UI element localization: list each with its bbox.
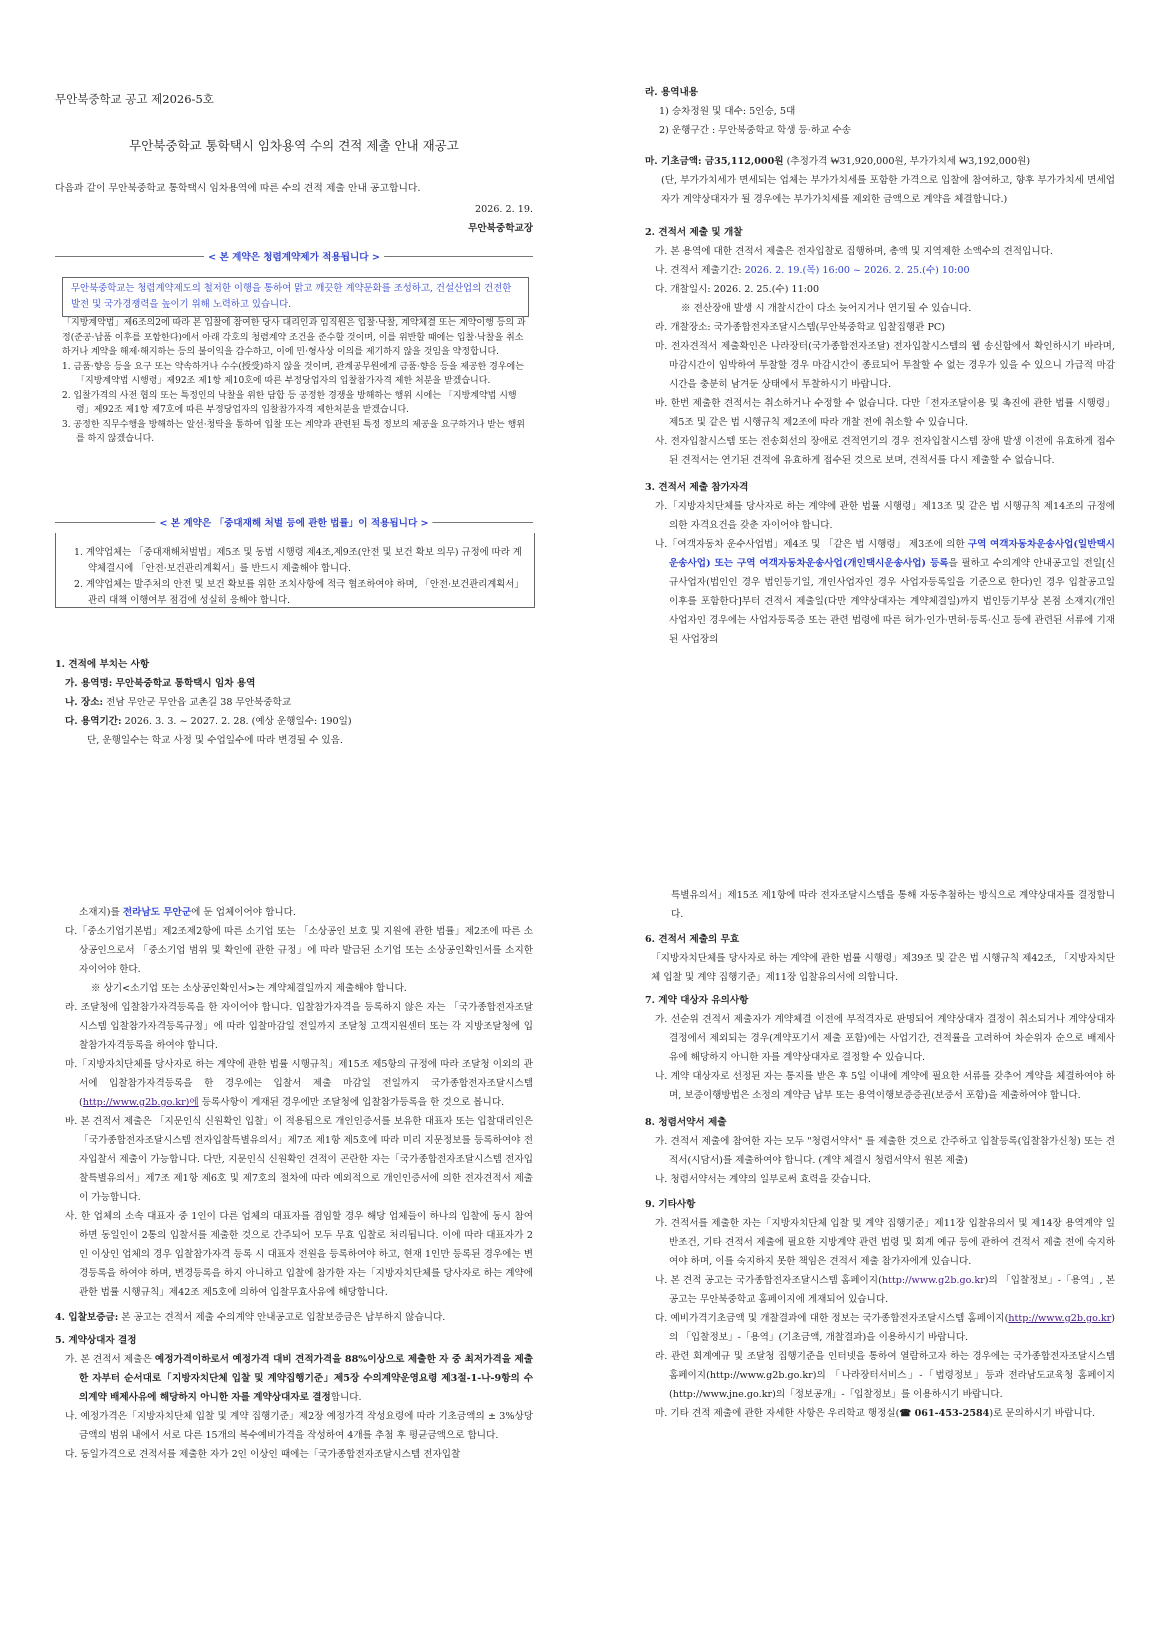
integrity-item: 3. 공정한 직무수행을 방해하는 알선·청탁을 통하여 입찰 또는 계약과 관련된 특정 정보의 제공을 요구하거나 받는 행위를 하지 않겠습니다. bbox=[62, 419, 525, 444]
safety-item: 2. 계약업체는 발주처의 안전 및 보건 확보를 위한 조치사항에 적극 협조하여야 하며, 「안전·보건관리계획서」관리 대책 이행여부 점검에 성실히 응해야 합니다. bbox=[74, 579, 524, 606]
s9-item: 가. 견적서를 제출한 자는「지방자치단체 입찰 및 계약 집행기준」제11장 입찰유의서 및 제14장 용역계약 일반조건, 기타 견적서 제출에 필요한 지방계약 관련 법령 및 회계 예규 등에 관하여 견적서 제출 전에 숙지하여야 하며, 이를 숙지하지 못한 책임은 견적서 제출 참가자에게 있습니다. bbox=[655, 1218, 1115, 1267]
s9-ma-part2: )로 문의하시기 바랍니다. bbox=[989, 1408, 1095, 1419]
location-label: 나. 장소: bbox=[65, 697, 104, 708]
s5-item: 나. 예정가격은「지방자치단체 입찰 및 계약 집행기준」제2장 예정가격 작성요령에 따라 기초금액의 ± 3%상당 금액의 범위 내에서 서로 다른 15개의 복수예비가격을 작성하여 4개를 추첨 후 평균금액으로 합니다. bbox=[65, 1411, 533, 1441]
service-name: 가. 용역명: 무안북중학교 통학택시 임차 용역 bbox=[65, 678, 256, 689]
s2-item: 바. 한번 제출한 견적서는 취소하거나 수정할 수 없습니다. 다만「전자조달이용 및 촉진에 관한 법률 시행령」제5조 및 같은 법 시행규칙 제2조에 따라 개찰 전에 취소할 수 있습니다. bbox=[655, 398, 1115, 428]
s7-item: 가. 선순위 견적서 제출자가 계약체결 이전에 부적격자로 판명되어 계약상대자 결정이 취소되거나 계약상대자 결정에서 제외되는 경우(계약포기서 제출 포함)에는 사업기간, 견적률을 고려하여 차순위자 순으로 배제사유에 해당하지 아니한 자를 계약상대자로 결정할 수 있습니다. bbox=[655, 1014, 1115, 1063]
region-name: 전라남도 무안군 bbox=[122, 907, 192, 918]
s3-ma-part2: 등록사항이 게재된 경우에만 조달청에 입찰참가등록을 한 것으로 봅니다. bbox=[198, 1097, 505, 1108]
s9-da-part1: 다. 예비가격기초금액 및 개찰결과에 대한 정보는 국가종합전자조달시스템 홈페이지( bbox=[655, 1313, 1009, 1324]
section-5-title: 5. 계약상대자 결정 bbox=[55, 1335, 137, 1346]
page-title: 무안북중학교 통학택시 임차용역 수의 견적 제출 안내 재공고 bbox=[129, 138, 459, 153]
left-column-2 bbox=[55, 903, 533, 1464]
location-value: 전남 무안군 무안읍 교촌길 38 무안북중학교 bbox=[103, 697, 292, 708]
submission-period: 2026. 2. 19.(목) 16:00 ~ 2026. 2. 25.(수) 10:00 bbox=[744, 265, 970, 276]
s3-item: 가.「지방자치단체를 당사자로 하는 계약에 관한 법률 시행령」제13조 및 같은 법 시행규칙 제14조의 규정에 의한 자격요건을 갖춘 자이어야 합니다. bbox=[655, 501, 1115, 531]
s3-note: ※ 상기<소기업 또는 소상공인확인서>는 계약체결일까지 제출해야 합니다. bbox=[91, 983, 407, 994]
s2-item: 다. 개찰일시: 2026. 2. 25.(수) 11:00 bbox=[655, 284, 820, 295]
s3-na-registration: 구역 여객자동차운송사업(일반택시운송사업) 또는 구역 여객자동차운송사업(개인택시운송사업) 등록 bbox=[669, 539, 1115, 569]
s5-ga-part1: 가. 본 견적서 제출은 bbox=[65, 1354, 155, 1365]
section-1 bbox=[55, 655, 533, 750]
submission-period-label: 나. 견적서 제출기간: bbox=[655, 265, 745, 276]
s5-item: 다. 동일가격으로 견적서를 제출한 자가 2인 이상인 때에는「국가종합전자조달시스템 전자입찰 bbox=[65, 1449, 461, 1460]
phone-number: ☎ 061-453-2584 bbox=[899, 1408, 990, 1419]
integrity-lead: 무안북중학교는 청렴계약제도의 철저한 이행을 통하여 맑고 깨끗한 계약문화를 조성하고, 건설산업의 건전한 발전 및 국가경쟁력을 높이기 위해 노력하고 있습니다. bbox=[71, 283, 512, 310]
period-note: 단, 운행일수는 학교 사정 및 수업일수에 따라 변경될 수 있음. bbox=[87, 735, 343, 746]
s5-ga-part3: 합니다. bbox=[330, 1392, 362, 1403]
s7-item: 나. 계약 대상자로 선정된 자는 통지를 받은 후 5일 이내에 계약에 필요한 서류를 갖추어 계약을 체결하여야 하며, 보증이행방법은 소정의 계약금 납부 또는 용역이행보증증권(보증서 포함)을 제출하여야 합니다. bbox=[655, 1071, 1115, 1101]
s2-item: 라. 개찰장소: 국가종합전자조달시스템(무안북중학교 입찰집행관 PC) bbox=[655, 322, 945, 333]
integrity-body: 「지방계약법」제6조의2에 따라 본 입찰에 참여한 당사 대리인과 임직원은 입찰·낙찰, 계약체결 또는 계약이행 등의 과정(준공·납품 이후를 포함한다)에서 아래 각호의 청렴계약 조건을 준수할 것이며, 이를 위반할 때에는 입찰·낙찰을 취소하거나 계약을 해제·해지하는 등의 불이익을 감수하고, 이에 민·형사상 이의를 제기하지 않을 것임을 약정합니다. bbox=[62, 318, 526, 357]
cont-part3: 에 둔 업체이어야 합니다. bbox=[191, 907, 296, 918]
safety-box bbox=[55, 533, 535, 608]
period-value: 2026. 3. 3. ~ 2027. 2. 28. (예상 운행일수: 190일) bbox=[121, 716, 352, 727]
s8-item: 가. 견적서 제출에 참여한 자는 모두 "청렴서약서" 를 제출한 것으로 간주하고 입찰등록(입찰참가신청) 또는 견적서(시담서)를 제출하여야 합니다. (계약 체결시 청렴서약서 원본 제출) bbox=[655, 1136, 1115, 1166]
s3-item: 라. 조달청에 입찰참가자격등록을 한 자이어야 합니다. 입찰참가자격을 등록하지 않은 자는 「국가종합전자조달시스템 입찰참가자격등록규정」에 따라 입찰마감일 전일까지 조달청 고객지원센터 또는 각 지방조달청에 입찰참가자격등록을 하여야 합니다. bbox=[65, 1002, 533, 1051]
base-amount-detail: (추정가격 ₩31,920,000원, 부가가치세 ₩3,192,000원) bbox=[783, 156, 1031, 167]
safety-heading: < 본 계약은 「중대재해 처벌 등에 관한 법률」이 적용됩니다 > bbox=[155, 514, 432, 533]
service-content-2: 2) 운행구간 : 무안북중학교 학생 등·하교 수송 bbox=[659, 125, 851, 136]
g2b-link[interactable]: http://www.g2b.go.kr bbox=[1008, 1313, 1112, 1324]
s2-item: 가. 본 용역에 대한 견적서 제출은 전자입찰로 집행하며, 총액 및 지역제한 소액수의 견적입니다. bbox=[655, 246, 1053, 257]
s3-na-part1: 나.「여객자동차 운수사업법」제4조 및 「같은 법 시행령」 제3조에 의한 bbox=[655, 539, 968, 550]
service-content-1: 1) 승차정원 및 대수: 5인승, 5대 bbox=[659, 106, 796, 117]
s3-item: 바. 본 견적서 제출은 「지문인식 신원확인 입찰」이 적용됨으로 개인인증서를 보유한 대표자 또는 입찰대리인은 「국가종합전자조달시스템 전자입찰특별유의서」제7조 제1항 제5호에 따라 미리 지문정보를 등록하여야 전자입찰서 제출이 가능합니다. 다만, 지문인식 신원확인 견적이 곤란한 자는「국가종합전자조달시스템 전자입찰특별유의서」제7조 제1항 제6호 및 제7호의 절차에 따라 예외적으로 개인인증서에 의한 전자견적서 제출이 가능합니다. bbox=[65, 1116, 533, 1203]
s3-na-part3: 을 필하고 수의계약 안내공고일 전일[신규사업자(법인인 경우 법인등기일, 개인사업자인 경우 사업자등록일을 기준으로 한다)인 경우 입찰공고일 이후를 포함한다]부터 견적서 제출일(다만 계약상대자는 계약체결일)까지 법인등기부상 본점 소재지(개인사업자인 경우에는 사업자등록증 또는 관련 법령에 따른 허가·인가·면허·등록·신고 등에 관련된 서류에 기재된 사업장의 bbox=[669, 558, 1115, 645]
right-column-1 bbox=[645, 83, 1115, 649]
right-column-2 bbox=[645, 886, 1115, 1423]
notice-number: 무안북중학교 공고 제2026-5호 bbox=[55, 92, 214, 106]
g2b-link[interactable]: http://www.g2b.go.kr bbox=[881, 1275, 985, 1286]
s2-item: 마. 전자견적서 제출확인은 나라장터(국가종합전자조달) 전자입찰시스템의 웹 송신함에서 확인하시기 바라며, 마감시간이 임박하여 투찰할 경우 마감시간이 종료되어 투찰할 수 없는 경우가 있을 수 있으니 가급적 마감시간을 충분히 남겨둔 상태에서 투찰하시기 바랍니다. bbox=[655, 341, 1115, 390]
s3-item: 다.「중소기업기본법」제2조제2항에 따른 소기업 또는 「소상공인 보호 및 지원에 관한 법률」제2조에 따른 소상공인으로서 「중소기업 범위 및 확인에 관한 규정」에 따라 발급된 소기업 또는 소상공인확인서를 소지한 자이어야 한다. bbox=[65, 926, 533, 975]
section-4-text: 본 공고는 견적서 제출 수의계약 안내공고로 입찰보증금은 납부하지 않습니다. bbox=[118, 1312, 446, 1323]
integrity-item: 2. 입찰가격의 사전 협의 또는 특정인의 낙찰을 위한 담합 등 공정한 경쟁을 방해하는 행위 시에는 「지방계약법 시행령」제92조 제1항 제7호에 따른 부정당업자의 입찰참가자격 제한처분을 받겠습니다. bbox=[62, 390, 517, 415]
integrity-lead-box bbox=[62, 277, 529, 317]
integrity-body-block bbox=[62, 316, 527, 447]
s9-na-part1: 나. 본 견적 공고는 국가종합전자조달시스템 홈페이지( bbox=[655, 1275, 882, 1286]
section-6-title: 6. 견적서 제출의 무효 bbox=[645, 934, 740, 945]
s9-da-part2: )의 「입찰정보」-「용역」(기초금액, 개찰결과)을 이용하시기 바랍니다. bbox=[669, 1313, 1115, 1343]
integrity-heading: < 본 계약은 청렴계약제가 적용됩니다 > bbox=[204, 248, 384, 267]
section-6-text: 「지방자치단체를 당사자로 하는 계약에 관한 법률 시행령」제39조 및 같은 법 시행규칙 제42조, 「지방자치단체 입찰 및 계약 집행기준」제11장 입찰유의서에 의합니다. bbox=[651, 953, 1115, 983]
service-content-title: 라. 용역내용 bbox=[645, 87, 699, 98]
section-7-title: 7. 계약 대상자 유의사항 bbox=[645, 995, 749, 1006]
s2-note: ※ 전산장애 발생 시 개찰시간이 다소 늦어지거나 연기될 수 있습니다. bbox=[681, 303, 972, 314]
vat-note: (단, 부가가치세가 면세되는 업체는 부가가치세를 포함한 가격으로 입찰에 참여하고, 향후 부가가치세 면세업자가 계약상대자가 될 경우에는 부가가치세를 제외한 금액으로 계약을 체결합니다.) bbox=[661, 175, 1115, 205]
section-2-title: 2. 견적서 제출 및 개찰 bbox=[645, 227, 743, 238]
s8-item: 나. 청렴서약서는 계약의 일부로써 효력을 갖습니다. bbox=[655, 1174, 871, 1185]
s9-item: 라. 관련 회계예규 및 조달청 집행기준을 인터넷을 통하여 열람하고자 하는 경우에는 국가종합전자조달시스템 홈페이지(http://www.g2b.go.kr)의 「나라장터서비스」-「법령정보」등과 전라남도교육청 홈페이지(http://www.jne.go.kr)의「정보공개」-「입찰정보」를 이용하시기 바랍니다. bbox=[655, 1351, 1115, 1400]
base-amount-label: 마. 기초금액: 금35,112,000원 bbox=[645, 156, 784, 167]
s3-ma-part1: 마.「지방자치단체를 당사자로 하는 계약에 관한 법률 시행규칙」제15조 제5항의 규정에 따라 조달청 이외의 관서에 입찰참가자격등록을 한 경우에는 입찰서 제출 마감일 전일까지 국가종합전자조달시스템( bbox=[65, 1059, 533, 1108]
s3-item bbox=[645, 535, 1115, 649]
notice-date: 2026. 2. 19. bbox=[475, 204, 533, 215]
period-label: 다. 용역기간: bbox=[65, 716, 122, 727]
intro-text: 다음과 같이 무안북중학교 통학택시 임차용역에 따른 수의 견적 제출 안내 공고합니다. bbox=[55, 183, 421, 194]
s5-ga-criteria: 예정가격이하로서 예정가격 대비 견적가격을 88%이상으로 제출한 자 중 최저가격을 제출한 자부터 순서대로「지방자치단체 입찰 및 계약집행기준」제5장 수의계약운영요령 제3절-1-나-9항의 수의계약 배제사유에 해당하지 아니한 자를 계약상대자로 결정 bbox=[79, 1354, 534, 1403]
integrity-item: 1. 금품·향응 등을 요구 또는 약속하거나 수수(授受)하지 않을 것이며, 관계공무원에게 금품·향응 등을 제공한 경우에는 「지방계약법 시행령」제92조 제1항 제10호에 따른 부정당업자의 입찰참가자격 제한 처분을 받겠습니다. bbox=[62, 361, 524, 386]
s9-ma-part1: 마. 기타 견적 제출에 관한 자세한 사항은 우리학교 행정실( bbox=[655, 1408, 900, 1419]
integrity-heading-rule bbox=[55, 252, 533, 271]
s9-na-part2: )의 「입찰정보」-「용역」, 본 공고는 무안북중학교 홈페이지에 게재되어 있습니다. bbox=[669, 1275, 1115, 1305]
section-1-title: 1. 견적에 부치는 사항 bbox=[55, 659, 150, 670]
principal-name: 무안북중학교장 bbox=[468, 223, 533, 234]
s5-cont: 특별유의서」제15조 제1항에 따라 전자조달시스템을 통해 자동추첨하는 방식으로 계약상대자를 결정합니다. bbox=[671, 890, 1115, 920]
s2-item: 사. 전자입찰시스템 또는 전송회선의 장애로 견적연기의 경우 전자입찰시스템 장애 발생 이전에 유효하게 접수된 견적서는 연기된 견적에 유효하게 접수된 것으로 보며, 견적서를 다시 제출할 수 없습니다. bbox=[655, 436, 1115, 466]
section-8-title: 8. 청렴서약서 제출 bbox=[645, 1117, 727, 1128]
section-9-title: 9. 기타사항 bbox=[645, 1199, 696, 1210]
safety-item: 1. 계약업체는 「중대재해처벌법」제5조 및 동법 시행령 제4조,제9조(안전 및 보건 확보 의무) 규정에 따라 계약체결시에 「안전·보건관리계획서」를 반드시 제출해야 합니다. bbox=[74, 547, 522, 574]
cont-part1: 소재지)를 bbox=[79, 907, 123, 918]
section-4-title: 4. 입찰보증금: bbox=[55, 1312, 119, 1323]
g2b-link[interactable]: http://www.g2b.go.kr)에 bbox=[82, 1097, 199, 1108]
s3-item: 사. 한 업체의 소속 대표자 중 1인이 다른 업체의 대표자를 겸임할 경우 해당 업체들이 하나의 입찰에 동시 참여하면 동일인이 2통의 입찰서를 제출한 것으로 간주되어 모두 무효 입찰로 처리됩니다. 이에 따라 대표자가 2인 이상인 업체의 경우 입찰참가자격 등록 시 대표자 전원을 등록하여야 하고, 현재 1인만 등록된 경우에는 변경등록을 하여야 하며, 변경등록을 하지 아니하고 입찰에 참가한 자는「지방자치단체를 당사자로 하는 계약에 관한 법률 시행규칙」제42조 제5호에 의하여 입찰무효사유에 해당합니다. bbox=[65, 1211, 533, 1298]
section-3-title: 3. 견적서 제출 참가자격 bbox=[645, 482, 749, 493]
